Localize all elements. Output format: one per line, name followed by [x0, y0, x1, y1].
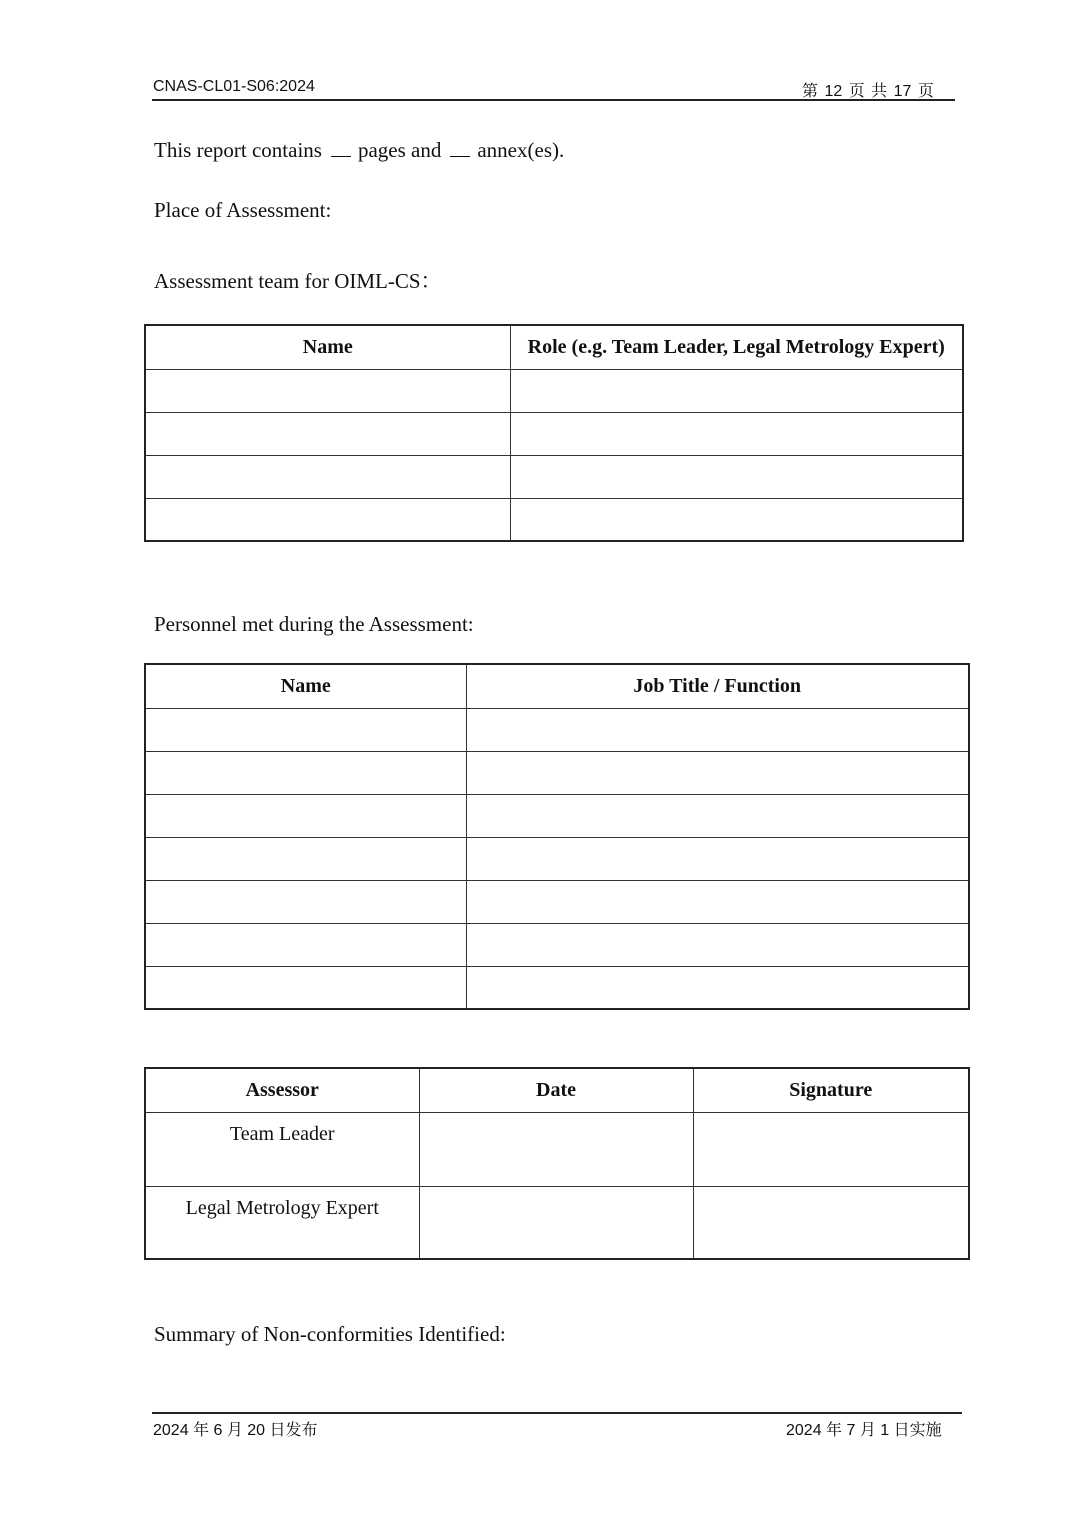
header-divider [152, 99, 955, 101]
personnel-met-label: Personnel met during the Assessment: [154, 612, 474, 636]
personnel-name-cell[interactable] [145, 751, 466, 794]
non-conformities-summary-label: Summary of Non-conformities Identified: [154, 1322, 506, 1346]
place-of-assessment-label: Place of Assessment: [154, 198, 332, 222]
personnel-name-cell[interactable] [145, 708, 466, 751]
page-indicator: 第 12 页 共 17 页 [802, 83, 934, 100]
assessor-signature-table [144, 1067, 970, 1260]
team-name-cell[interactable] [145, 369, 510, 412]
footer-divider [152, 1412, 962, 1414]
assessor-role-label: Legal Metrology Expert [145, 1186, 419, 1259]
date-cell[interactable] [419, 1186, 693, 1259]
date-cell[interactable] [419, 1112, 693, 1186]
personnel-name-cell[interactable] [145, 880, 466, 923]
table-row [145, 708, 969, 751]
table-row [145, 837, 969, 880]
personnel-name-cell[interactable] [145, 837, 466, 880]
report-contains-line [154, 138, 564, 163]
assessor-role-label: Team Leader [145, 1112, 419, 1186]
team-role-cell[interactable] [510, 412, 963, 455]
pages-and-text: pages and [357, 138, 442, 162]
table-row [145, 880, 969, 923]
table-row [145, 751, 969, 794]
assessment-team-label: Assessment team for OIML-CS： [154, 269, 442, 293]
annex-text: annex(es). [477, 138, 565, 162]
personnel-job-header: Job Title / Function [466, 664, 969, 708]
pages-count-blank[interactable] [331, 140, 351, 157]
report-contains-text: This report contains [154, 138, 322, 162]
signature-cell[interactable] [693, 1112, 969, 1186]
table-row [145, 1186, 969, 1259]
personnel-job-cell[interactable] [466, 966, 969, 1009]
personnel-name-cell[interactable] [145, 966, 466, 1009]
personnel-job-cell[interactable] [466, 923, 969, 966]
team-role-header: Role (e.g. Team Leader, Legal Metrology Expert) [510, 325, 963, 369]
team-role-cell[interactable] [510, 455, 963, 498]
table-row [145, 455, 963, 498]
assessor-header: Assessor [145, 1068, 419, 1112]
assessment-team-table [144, 324, 964, 542]
signature-cell[interactable] [693, 1186, 969, 1259]
signature-header: Signature [693, 1068, 969, 1112]
personnel-name-header: Name [145, 664, 466, 708]
table-row [145, 498, 963, 541]
date-header: Date [419, 1068, 693, 1112]
table-row [145, 794, 969, 837]
team-name-header: Name [145, 325, 510, 369]
personnel-job-cell[interactable] [466, 880, 969, 923]
document-code: CNAS-CL01-S06:2024 [153, 78, 315, 95]
team-role-cell[interactable] [510, 369, 963, 412]
table-row [145, 1112, 969, 1186]
effective-date: 2024 年 7 月 1 日实施 [786, 1422, 942, 1439]
team-name-cell[interactable] [145, 455, 510, 498]
personnel-name-cell[interactable] [145, 923, 466, 966]
team-name-cell[interactable] [145, 498, 510, 541]
table-row [145, 369, 963, 412]
personnel-table [144, 663, 970, 1010]
personnel-job-cell[interactable] [466, 837, 969, 880]
table-row [145, 412, 963, 455]
table-row [145, 923, 969, 966]
issue-date: 2024 年 6 月 20 日发布 [153, 1422, 318, 1439]
table-row [145, 966, 969, 1009]
personnel-job-cell[interactable] [466, 708, 969, 751]
team-name-cell[interactable] [145, 412, 510, 455]
personnel-job-cell[interactable] [466, 794, 969, 837]
personnel-job-cell[interactable] [466, 751, 969, 794]
personnel-name-cell[interactable] [145, 794, 466, 837]
annex-count-blank[interactable] [450, 140, 470, 157]
team-role-cell[interactable] [510, 498, 963, 541]
